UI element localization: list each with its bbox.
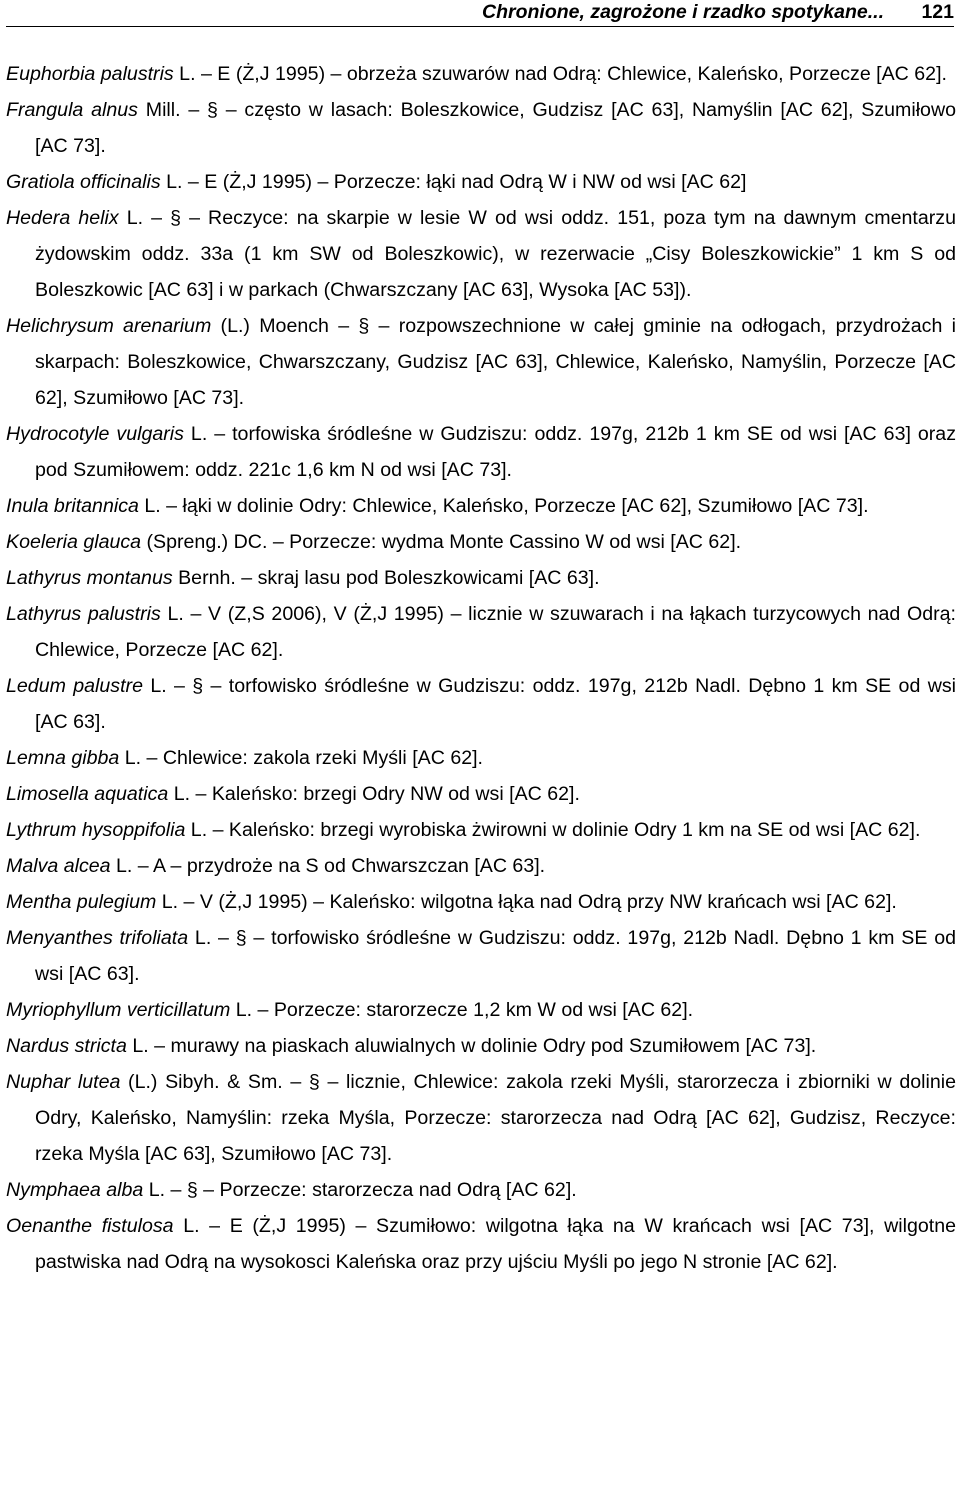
species-entry	[6, 920, 956, 992]
species-entry	[6, 560, 956, 596]
species-description: L. – Porzecze: starorzecze 1,2 km W od wsi [AC 62].	[230, 999, 694, 1021]
page-number: 121	[921, 1, 954, 23]
species-name: Lythrum hysoppifolia	[6, 819, 186, 841]
species-entry	[6, 740, 956, 776]
species-entry	[6, 992, 956, 1028]
species-description: (Spreng.) DC. – Porzecze: wydma Monte Cassino W od wsi [AC 62].	[141, 531, 742, 553]
species-entry	[6, 92, 956, 164]
species-name: Malva alcea	[6, 855, 111, 877]
species-description: L. – V (Z,S 2006), V (Ż,J 1995) – licznie w szuwarach i na łąkach turzycowych nad Odrą: Chlewice, Porzecze [AC 62].	[35, 603, 956, 661]
species-entry	[6, 668, 956, 740]
species-entry	[6, 596, 956, 668]
species-name: Euphorbia palustris	[6, 63, 174, 85]
species-description: L. – Kaleńsko: brzegi wyrobiska żwirowni w dolinie Odry 1 km na SE od wsi [AC 62].	[185, 819, 921, 841]
species-description: L. – torfowiska śródleśne w Gudziszu: oddz. 197g, 212b 1 km SE od wsi [AC 63] oraz pod Szumiłowem: oddz. 221c 1,6 km N od wsi [AC 73].	[35, 423, 956, 481]
species-entry	[6, 812, 956, 848]
species-entry	[6, 884, 956, 920]
species-name: Hydrocotyle vulgaris	[6, 423, 184, 445]
species-name: Helichrysum arenarium	[6, 315, 212, 337]
species-name: Frangula alnus	[6, 99, 138, 121]
species-name: Nuphar lutea	[6, 1071, 121, 1093]
species-entry	[6, 848, 956, 884]
species-name: Lathyrus palustris	[6, 603, 161, 625]
species-description: Bernh. – skraj lasu pod Boleszkowicami [AC 63].	[172, 567, 600, 589]
species-entry	[6, 776, 956, 812]
species-name: Hedera helix	[6, 207, 119, 229]
species-name: Myriophyllum verticillatum	[6, 999, 231, 1021]
species-entry	[6, 1208, 956, 1280]
species-name: Oenanthe fistulosa	[6, 1215, 174, 1237]
running-header	[6, 0, 954, 27]
species-entry	[6, 308, 956, 416]
species-name: Limosella aquatica	[6, 783, 169, 805]
species-name: Gratiola officinalis	[6, 171, 161, 193]
species-description: L. – E (Ż,J 1995) – Szumiłowo: wilgotna łąka na W krańcach wsi [AC 73], wilgotne pastwiska nad Odrą na wysokosci Kaleńska oraz przy ujściu Myśli po jego N stronie [AC 62].	[35, 1215, 956, 1273]
species-entry	[6, 524, 956, 560]
species-name: Inula britannica	[6, 495, 139, 517]
species-name: Nardus stricta	[6, 1035, 127, 1057]
species-list	[6, 56, 956, 1280]
species-entry	[6, 56, 956, 92]
species-description: (L.) Sibyh. & Sm. – § – licznie, Chlewice: zakola rzeki Myśli, starorzecza i zbiorniki w dolinie Odry, Kaleńsko, Namyślin: rzeka Myśla, Porzecze: starorzecza nad Odrą [AC 62], Gudzisz, Reczyce: rzeka Myśla [AC 63], Szumiłowo [AC 73].	[35, 1071, 956, 1165]
species-description: L. – V (Ż,J 1995) – Kaleńsko: wilgotna łąka nad Odrą przy NW krańcach wsi [AC 62].	[156, 891, 897, 913]
species-description: L. – Chlewice: zakola rzeki Myśli [AC 62].	[119, 747, 483, 769]
species-description: L. – § – torfowisko śródleśne w Gudziszu: oddz. 197g, 212b Nadl. Dębno 1 km SE od wsi [AC 63].	[35, 675, 956, 733]
species-description: (L.) Moench – § – rozpowszechnione w całej gminie na odłogach, przydrożach i skarpach: Boleszkowice, Chwarszczany, Gudzisz [AC 63], Chlewice, Kaleńsko, Namyślin, Porzecze [AC 62], Szumiłowo [AC 73].	[35, 315, 956, 409]
species-entry	[6, 1064, 956, 1172]
species-description: L. – murawy na piaskach aluwialnych w dolinie Odry pod Szumiłowem [AC 73].	[126, 1035, 817, 1057]
species-description: L. – E (Ż,J 1995) – obrzeża szuwarów nad Odrą: Chlewice, Kaleńsko, Porzecze [AC 62].	[173, 63, 947, 85]
species-name: Lathyrus montanus	[6, 567, 173, 589]
species-description: L. – § – Reczyce: na skarpie w lesie W od wsi oddz. 151, poza tym na dawnym cmentarzu żydowskim oddz. 33a (1 km SW od Boleszkowic), w rezerwacie „Cisy Boleszkowickie” 1 km S od Boleszkowic [AC 63] i w parkach (Chwarszczany [AC 63], Wysoka [AC 53]).	[35, 207, 956, 301]
species-name: Mentha pulegium	[6, 891, 157, 913]
species-description: L. – § – Porzecze: starorzecza nad Odrą [AC 62].	[143, 1179, 577, 1201]
species-entry	[6, 164, 956, 200]
species-entry	[6, 200, 956, 308]
species-description: L. – E (Ż,J 1995) – Porzecze: łąki nad Odrą W i NW od wsi [AC 62]	[160, 171, 747, 193]
species-description: L. – A – przydroże na S od Chwarszczan [AC 63].	[110, 855, 546, 877]
running-header-title: Chronione, zagrożone i rzadko spotykane...	[482, 1, 884, 23]
species-description: L. – łąki w dolinie Odry: Chlewice, Kaleńsko, Porzecze [AC 62], Szumiłowo [AC 73].	[138, 495, 869, 517]
species-entry	[6, 1028, 956, 1064]
species-description: Mill. – § – często w lasach: Boleszkowice, Gudzisz [AC 63], Namyślin [AC 62], Szumiłowo [AC 73].	[35, 99, 956, 157]
species-name: Lemna gibba	[6, 747, 120, 769]
species-name: Koeleria glauca	[6, 531, 142, 553]
species-entry	[6, 1172, 956, 1208]
species-description: L. – Kaleńsko: brzegi Odry NW od wsi [AC 62].	[168, 783, 580, 805]
species-entry	[6, 416, 956, 488]
species-name: Ledum palustre	[6, 675, 143, 697]
species-name: Nymphaea alba	[6, 1179, 144, 1201]
species-description: L. – § – torfowisko śródleśne w Gudziszu: oddz. 197g, 212b Nadl. Dębno 1 km SE od wsi [AC 63].	[35, 927, 956, 985]
species-name: Menyanthes trifoliata	[6, 927, 189, 949]
species-entry	[6, 488, 956, 524]
